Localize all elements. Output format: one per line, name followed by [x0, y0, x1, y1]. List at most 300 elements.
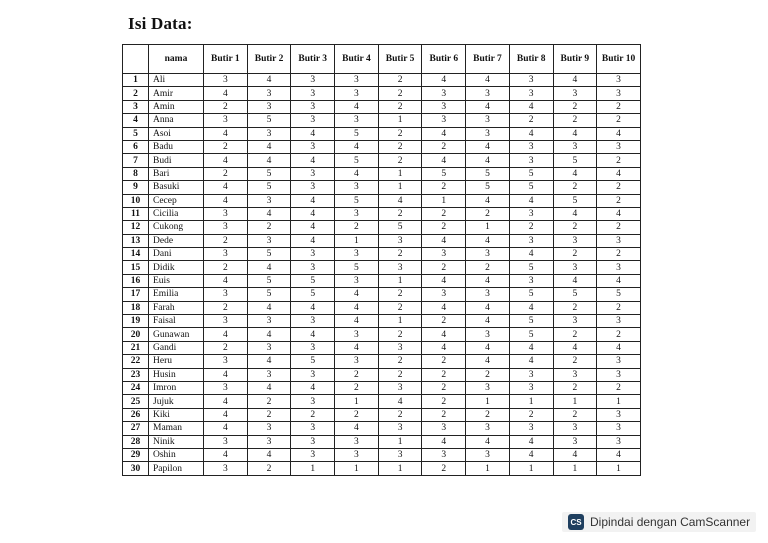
row-name: Cukong — [149, 221, 204, 234]
row-butir-6: 4 — [422, 274, 466, 287]
row-butir-6: 4 — [422, 154, 466, 167]
row-butir-9: 4 — [553, 127, 597, 140]
table-row — [123, 341, 641, 354]
row-butir-1: 3 — [204, 435, 248, 448]
row-butir-3: 3 — [291, 74, 335, 87]
row-name: Euis — [149, 274, 204, 287]
row-butir-7: 3 — [466, 422, 510, 435]
row-butir-4: 3 — [335, 435, 379, 448]
row-name: Basuki — [149, 181, 204, 194]
row-butir-3: 3 — [291, 100, 335, 113]
row-butir-1: 4 — [204, 194, 248, 207]
row-butir-3: 3 — [291, 448, 335, 461]
row-butir-10: 2 — [597, 248, 641, 261]
row-name: Kiki — [149, 408, 204, 421]
row-number: 25 — [123, 395, 149, 408]
row-name: Cecep — [149, 194, 204, 207]
row-butir-3: 2 — [291, 408, 335, 421]
row-butir-7: 1 — [466, 221, 510, 234]
row-butir-8: 2 — [509, 114, 553, 127]
row-number: 23 — [123, 368, 149, 381]
row-butir-9: 3 — [553, 422, 597, 435]
row-name: Cicilia — [149, 207, 204, 220]
row-butir-2: 5 — [247, 181, 291, 194]
row-butir-7: 4 — [466, 234, 510, 247]
header-butir-4: Butir 4 — [335, 45, 379, 74]
row-butir-8: 5 — [509, 167, 553, 180]
row-butir-2: 2 — [247, 408, 291, 421]
row-butir-7: 4 — [466, 341, 510, 354]
row-butir-4: 5 — [335, 154, 379, 167]
row-butir-4: 4 — [335, 301, 379, 314]
table-row — [123, 448, 641, 461]
row-butir-9: 2 — [553, 114, 597, 127]
row-butir-3: 4 — [291, 194, 335, 207]
table-row — [123, 274, 641, 287]
row-butir-5: 2 — [378, 288, 422, 301]
row-butir-10: 4 — [597, 167, 641, 180]
row-butir-10: 1 — [597, 462, 641, 475]
row-butir-3: 3 — [291, 248, 335, 261]
row-butir-6: 2 — [422, 395, 466, 408]
row-butir-8: 3 — [509, 140, 553, 153]
header-butir-3: Butir 3 — [291, 45, 335, 74]
row-butir-6: 2 — [422, 207, 466, 220]
data-table — [122, 44, 641, 476]
row-butir-4: 4 — [335, 100, 379, 113]
header-butir-9: Butir 9 — [553, 45, 597, 74]
row-number: 28 — [123, 435, 149, 448]
row-name: Badu — [149, 140, 204, 153]
row-butir-3: 4 — [291, 381, 335, 394]
row-butir-3: 3 — [291, 435, 335, 448]
row-butir-5: 2 — [378, 408, 422, 421]
row-butir-6: 4 — [422, 341, 466, 354]
table-row — [123, 167, 641, 180]
row-butir-8: 3 — [509, 422, 553, 435]
row-butir-2: 5 — [247, 248, 291, 261]
row-butir-7: 4 — [466, 100, 510, 113]
table-row — [123, 328, 641, 341]
row-butir-4: 3 — [335, 355, 379, 368]
row-butir-8: 4 — [509, 301, 553, 314]
row-butir-1: 4 — [204, 422, 248, 435]
row-name: Imron — [149, 381, 204, 394]
row-butir-2: 5 — [247, 274, 291, 287]
row-butir-9: 2 — [553, 408, 597, 421]
row-butir-8: 5 — [509, 181, 553, 194]
row-butir-10: 4 — [597, 274, 641, 287]
row-name: Anna — [149, 114, 204, 127]
row-butir-5: 5 — [378, 221, 422, 234]
row-butir-6: 3 — [422, 87, 466, 100]
row-butir-5: 2 — [378, 368, 422, 381]
row-butir-10: 2 — [597, 114, 641, 127]
row-butir-4: 4 — [335, 140, 379, 153]
row-butir-9: 4 — [553, 207, 597, 220]
row-butir-8: 4 — [509, 355, 553, 368]
row-butir-4: 4 — [335, 341, 379, 354]
row-butir-3: 3 — [291, 422, 335, 435]
row-name: Papilon — [149, 462, 204, 475]
row-butir-10: 3 — [597, 74, 641, 87]
page-title: Isi Data: — [128, 14, 193, 33]
row-butir-8: 4 — [509, 435, 553, 448]
row-butir-10: 3 — [597, 87, 641, 100]
row-name: Ninik — [149, 435, 204, 448]
row-butir-4: 4 — [335, 167, 379, 180]
row-butir-2: 5 — [247, 114, 291, 127]
table-row — [123, 422, 641, 435]
row-butir-3: 4 — [291, 221, 335, 234]
row-butir-3: 5 — [291, 274, 335, 287]
row-butir-5: 4 — [378, 194, 422, 207]
row-name: Asoi — [149, 127, 204, 140]
row-butir-2: 3 — [247, 422, 291, 435]
row-butir-8: 3 — [509, 154, 553, 167]
row-butir-9: 2 — [553, 100, 597, 113]
row-butir-5: 4 — [378, 395, 422, 408]
row-butir-7: 4 — [466, 435, 510, 448]
row-butir-2: 4 — [247, 448, 291, 461]
row-butir-10: 2 — [597, 100, 641, 113]
row-butir-9: 3 — [553, 234, 597, 247]
row-butir-3: 3 — [291, 114, 335, 127]
row-butir-1: 2 — [204, 301, 248, 314]
row-butir-6: 4 — [422, 435, 466, 448]
row-name: Didik — [149, 261, 204, 274]
row-butir-1: 4 — [204, 274, 248, 287]
row-butir-5: 3 — [378, 261, 422, 274]
row-butir-9: 2 — [553, 248, 597, 261]
row-butir-4: 2 — [335, 221, 379, 234]
row-butir-8: 2 — [509, 408, 553, 421]
row-butir-6: 5 — [422, 167, 466, 180]
row-number: 12 — [123, 221, 149, 234]
row-butir-2: 3 — [247, 127, 291, 140]
header-butir-10: Butir 10 — [597, 45, 641, 74]
row-butir-7: 5 — [466, 181, 510, 194]
row-butir-8: 5 — [509, 261, 553, 274]
row-butir-7: 3 — [466, 127, 510, 140]
row-butir-5: 2 — [378, 328, 422, 341]
row-number: 4 — [123, 114, 149, 127]
row-butir-4: 4 — [335, 288, 379, 301]
row-butir-5: 1 — [378, 167, 422, 180]
row-butir-10: 3 — [597, 422, 641, 435]
row-butir-8: 4 — [509, 448, 553, 461]
header-no — [123, 45, 149, 74]
row-butir-6: 3 — [422, 422, 466, 435]
row-butir-4: 5 — [335, 127, 379, 140]
row-butir-9: 4 — [553, 74, 597, 87]
row-name: Oshin — [149, 448, 204, 461]
row-number: 15 — [123, 261, 149, 274]
row-butir-3: 4 — [291, 328, 335, 341]
header-butir-6: Butir 6 — [422, 45, 466, 74]
row-butir-10: 3 — [597, 140, 641, 153]
row-name: Ali — [149, 74, 204, 87]
row-butir-6: 2 — [422, 355, 466, 368]
table-row — [123, 261, 641, 274]
row-butir-10: 3 — [597, 261, 641, 274]
row-butir-5: 2 — [378, 248, 422, 261]
row-butir-6: 4 — [422, 328, 466, 341]
row-butir-2: 3 — [247, 194, 291, 207]
row-butir-7: 4 — [466, 194, 510, 207]
row-number: 2 — [123, 87, 149, 100]
row-butir-1: 2 — [204, 261, 248, 274]
row-butir-5: 2 — [378, 154, 422, 167]
row-butir-1: 4 — [204, 395, 248, 408]
row-butir-4: 3 — [335, 74, 379, 87]
row-butir-2: 2 — [247, 395, 291, 408]
row-name: Amin — [149, 100, 204, 113]
row-butir-1: 2 — [204, 140, 248, 153]
row-butir-5: 1 — [378, 181, 422, 194]
row-butir-4: 4 — [335, 422, 379, 435]
row-number: 1 — [123, 74, 149, 87]
table-row — [123, 207, 641, 220]
table-row — [123, 127, 641, 140]
camscanner-watermark — [562, 512, 756, 532]
row-butir-5: 3 — [378, 341, 422, 354]
row-butir-4: 5 — [335, 261, 379, 274]
table-row — [123, 355, 641, 368]
row-butir-9: 2 — [553, 221, 597, 234]
row-butir-9: 5 — [553, 194, 597, 207]
row-butir-5: 2 — [378, 301, 422, 314]
row-butir-4: 4 — [335, 315, 379, 328]
row-butir-8: 2 — [509, 221, 553, 234]
row-butir-7: 3 — [466, 87, 510, 100]
row-butir-10: 3 — [597, 368, 641, 381]
row-name: Amir — [149, 87, 204, 100]
row-butir-3: 3 — [291, 140, 335, 153]
row-butir-9: 3 — [553, 435, 597, 448]
table-row — [123, 248, 641, 261]
row-name: Maman — [149, 422, 204, 435]
row-butir-6: 3 — [422, 448, 466, 461]
row-butir-6: 2 — [422, 221, 466, 234]
row-butir-2: 4 — [247, 301, 291, 314]
row-butir-8: 4 — [509, 127, 553, 140]
table-row — [123, 381, 641, 394]
row-butir-10: 3 — [597, 315, 641, 328]
row-butir-5: 2 — [378, 140, 422, 153]
row-butir-4: 1 — [335, 395, 379, 408]
row-butir-4: 5 — [335, 194, 379, 207]
camscanner-logo-icon: CS — [568, 514, 584, 530]
row-number: 11 — [123, 207, 149, 220]
table-row — [123, 301, 641, 314]
row-number: 14 — [123, 248, 149, 261]
row-butir-6: 2 — [422, 261, 466, 274]
row-butir-10: 4 — [597, 207, 641, 220]
row-butir-6: 4 — [422, 74, 466, 87]
row-butir-9: 5 — [553, 154, 597, 167]
table-row — [123, 395, 641, 408]
row-butir-10: 2 — [597, 221, 641, 234]
row-butir-10: 4 — [597, 341, 641, 354]
row-butir-8: 3 — [509, 274, 553, 287]
row-butir-7: 4 — [466, 355, 510, 368]
row-butir-10: 1 — [597, 395, 641, 408]
header-nama: nama — [149, 45, 204, 74]
row-butir-7: 3 — [466, 448, 510, 461]
row-butir-2: 4 — [247, 328, 291, 341]
row-butir-8: 3 — [509, 207, 553, 220]
row-number: 24 — [123, 381, 149, 394]
row-name: Gunawan — [149, 328, 204, 341]
row-butir-6: 2 — [422, 381, 466, 394]
row-butir-1: 4 — [204, 328, 248, 341]
row-butir-4: 1 — [335, 462, 379, 475]
row-butir-1: 4 — [204, 448, 248, 461]
row-butir-2: 3 — [247, 315, 291, 328]
row-name: Emilia — [149, 288, 204, 301]
row-butir-10: 2 — [597, 381, 641, 394]
row-butir-1: 3 — [204, 315, 248, 328]
row-number: 3 — [123, 100, 149, 113]
row-butir-10: 2 — [597, 154, 641, 167]
row-butir-10: 5 — [597, 288, 641, 301]
row-butir-3: 4 — [291, 301, 335, 314]
row-butir-1: 2 — [204, 100, 248, 113]
row-butir-7: 3 — [466, 328, 510, 341]
row-butir-2: 4 — [247, 74, 291, 87]
row-name: Dede — [149, 234, 204, 247]
table-row — [123, 234, 641, 247]
row-butir-2: 4 — [247, 154, 291, 167]
row-butir-1: 4 — [204, 368, 248, 381]
watermark-text: Dipindai dengan CamScanner — [590, 515, 751, 529]
row-butir-6: 2 — [422, 462, 466, 475]
row-butir-6: 2 — [422, 181, 466, 194]
row-butir-1: 4 — [204, 154, 248, 167]
row-butir-9: 5 — [553, 288, 597, 301]
row-butir-5: 3 — [378, 448, 422, 461]
row-butir-2: 4 — [247, 207, 291, 220]
row-butir-1: 3 — [204, 221, 248, 234]
row-butir-5: 3 — [378, 234, 422, 247]
row-butir-8: 4 — [509, 100, 553, 113]
row-butir-3: 3 — [291, 341, 335, 354]
row-butir-9: 3 — [553, 87, 597, 100]
row-butir-3: 1 — [291, 462, 335, 475]
row-butir-9: 4 — [553, 448, 597, 461]
table-body — [123, 74, 641, 476]
row-butir-1: 4 — [204, 127, 248, 140]
row-butir-3: 3 — [291, 368, 335, 381]
row-name: Dani — [149, 248, 204, 261]
row-butir-4: 3 — [335, 248, 379, 261]
row-butir-1: 4 — [204, 87, 248, 100]
row-butir-6: 3 — [422, 288, 466, 301]
row-butir-6: 2 — [422, 368, 466, 381]
row-butir-7: 4 — [466, 74, 510, 87]
row-butir-8: 4 — [509, 194, 553, 207]
row-butir-8: 1 — [509, 462, 553, 475]
row-butir-6: 2 — [422, 315, 466, 328]
row-butir-7: 4 — [466, 140, 510, 153]
table-row — [123, 194, 641, 207]
row-butir-5: 3 — [378, 422, 422, 435]
row-butir-1: 3 — [204, 355, 248, 368]
row-name: Bari — [149, 167, 204, 180]
row-number: 18 — [123, 301, 149, 314]
row-butir-1: 3 — [204, 248, 248, 261]
row-butir-3: 4 — [291, 154, 335, 167]
row-name: Gandi — [149, 341, 204, 354]
row-name: Budi — [149, 154, 204, 167]
row-butir-5: 1 — [378, 114, 422, 127]
table-row — [123, 368, 641, 381]
row-butir-7: 2 — [466, 261, 510, 274]
row-butir-1: 4 — [204, 408, 248, 421]
row-butir-2: 4 — [247, 355, 291, 368]
table-row — [123, 408, 641, 421]
row-butir-9: 3 — [553, 261, 597, 274]
row-number: 5 — [123, 127, 149, 140]
table-row — [123, 114, 641, 127]
row-butir-4: 2 — [335, 408, 379, 421]
row-butir-7: 3 — [466, 114, 510, 127]
row-butir-10: 2 — [597, 328, 641, 341]
row-number: 7 — [123, 154, 149, 167]
row-butir-2: 4 — [247, 140, 291, 153]
row-butir-9: 2 — [553, 328, 597, 341]
row-butir-7: 2 — [466, 207, 510, 220]
row-butir-10: 3 — [597, 408, 641, 421]
header-butir-7: Butir 7 — [466, 45, 510, 74]
row-butir-1: 4 — [204, 181, 248, 194]
row-butir-3: 3 — [291, 261, 335, 274]
table-row — [123, 100, 641, 113]
row-butir-4: 2 — [335, 381, 379, 394]
row-number: 8 — [123, 167, 149, 180]
row-butir-1: 3 — [204, 114, 248, 127]
row-butir-2: 3 — [247, 100, 291, 113]
row-butir-4: 2 — [335, 368, 379, 381]
row-butir-5: 3 — [378, 381, 422, 394]
row-butir-5: 2 — [378, 87, 422, 100]
header-row — [123, 45, 641, 74]
row-butir-1: 3 — [204, 462, 248, 475]
row-number: 6 — [123, 140, 149, 153]
row-butir-10: 2 — [597, 181, 641, 194]
table-row — [123, 154, 641, 167]
table-row — [123, 140, 641, 153]
row-butir-10: 3 — [597, 435, 641, 448]
row-butir-3: 3 — [291, 395, 335, 408]
header-butir-1: Butir 1 — [204, 45, 248, 74]
row-butir-10: 4 — [597, 127, 641, 140]
table-row — [123, 288, 641, 301]
row-butir-3: 5 — [291, 288, 335, 301]
table-row — [123, 74, 641, 87]
row-number: 26 — [123, 408, 149, 421]
row-butir-2: 3 — [247, 435, 291, 448]
row-butir-8: 1 — [509, 395, 553, 408]
row-butir-9: 3 — [553, 140, 597, 153]
row-butir-4: 3 — [335, 448, 379, 461]
row-butir-9: 4 — [553, 167, 597, 180]
row-butir-9: 2 — [553, 301, 597, 314]
row-butir-8: 3 — [509, 368, 553, 381]
row-number: 16 — [123, 274, 149, 287]
row-butir-5: 2 — [378, 74, 422, 87]
